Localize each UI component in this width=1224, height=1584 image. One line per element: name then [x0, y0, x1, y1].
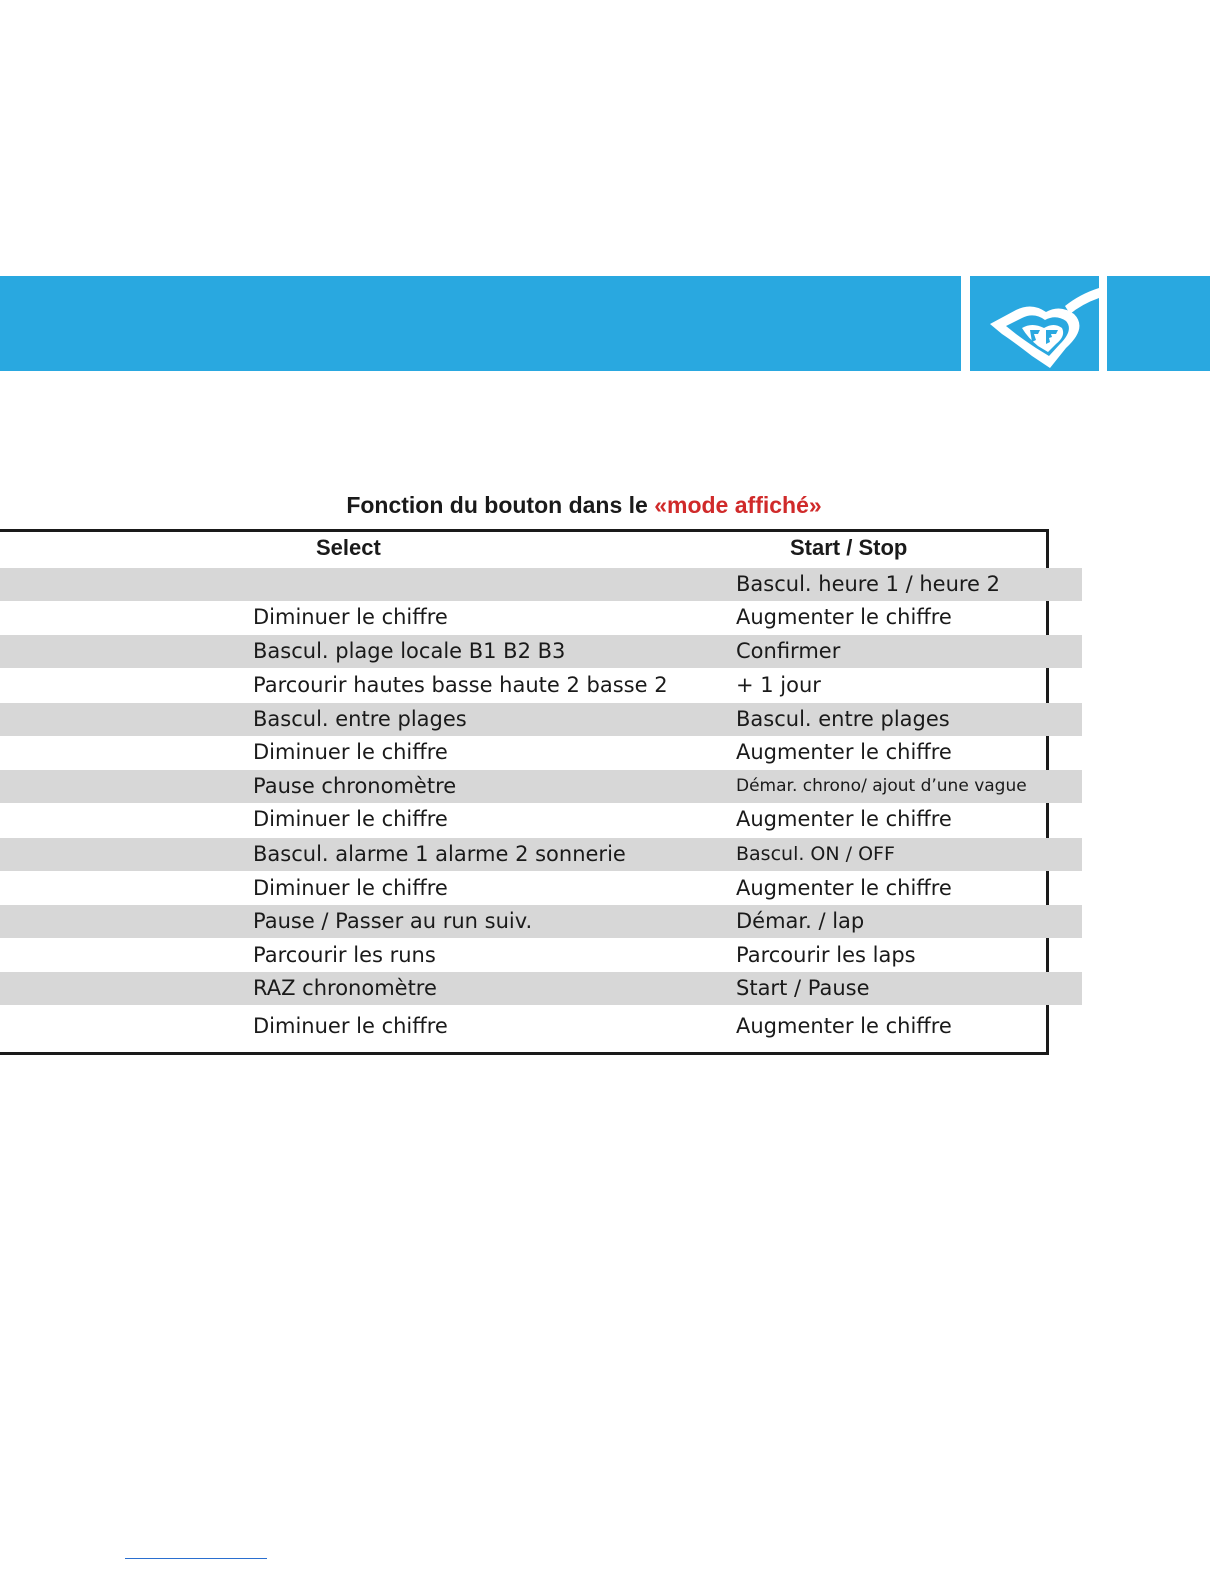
select-cell: Diminuer le chiffre [253, 807, 448, 831]
start-stop-cell: Augmenter le chiffre [736, 605, 952, 629]
table-title [0, 492, 1168, 519]
select-cell: Diminuer le chiffre [253, 876, 448, 900]
select-cell: Diminuer le chiffre [253, 740, 448, 764]
start-stop-cell: Bascul. heure 1 / heure 2 [736, 572, 1001, 596]
table-row [0, 838, 1082, 871]
footnote-rule [125, 1558, 267, 1559]
select-cell: Parcourir les runs [253, 943, 436, 967]
start-stop-cell: Augmenter le chiffre [736, 740, 952, 764]
table-row [0, 669, 1082, 702]
column-header-select: Select [316, 535, 381, 560]
logo-tile [970, 276, 1099, 371]
start-stop-cell: Augmenter le chiffre [736, 1014, 952, 1038]
table-row [0, 703, 1082, 736]
table-row [0, 568, 1082, 601]
header-band [0, 276, 961, 371]
start-stop-cell: Bascul. ON / OFF [736, 843, 895, 865]
table-row [0, 905, 1082, 938]
table-row [0, 872, 1082, 905]
start-stop-cell: Confirmer [736, 639, 841, 663]
select-cell: Pause / Passer au run suiv. [253, 909, 533, 933]
table-row [0, 736, 1082, 769]
start-stop-cell: Démar. / lap [736, 909, 865, 933]
select-cell: Pause chronomètre [253, 774, 457, 798]
start-stop-cell: Augmenter le chiffre [736, 876, 952, 900]
select-cell: Bascul. plage locale B1 B2 B3 [253, 639, 566, 663]
column-header-start-stop: Start / Stop [790, 535, 908, 560]
start-stop-cell: + 1 jour [736, 673, 821, 697]
start-stop-cell: Augmenter le chiffre [736, 807, 952, 831]
select-cell: Diminuer le chiffre [253, 1014, 448, 1038]
start-stop-cell: Parcourir les laps [736, 943, 916, 967]
header-band-right [1107, 276, 1210, 371]
table-row [0, 1010, 1082, 1043]
table-row [0, 972, 1082, 1005]
select-cell: Diminuer le chiffre [253, 605, 448, 629]
start-stop-cell: Bascul. entre plages [736, 707, 950, 731]
table-row [0, 601, 1082, 634]
table-row [0, 803, 1082, 836]
title-accent: «mode affiché» [654, 492, 822, 518]
start-stop-cell: Démar. chrono/ ajout d’une vague [736, 776, 1027, 796]
select-cell: Bascul. entre plages [253, 707, 467, 731]
table-row [0, 939, 1082, 972]
roxy-heart-logo-icon [970, 276, 1099, 371]
select-cell: RAZ chronomètre [253, 976, 437, 1000]
select-cell: Bascul. alarme 1 alarme 2 sonnerie [253, 842, 626, 866]
start-stop-cell: Start / Pause [736, 976, 870, 1000]
table-row [0, 635, 1082, 668]
title-prefix: Fonction du bouton dans le [346, 492, 655, 518]
table-row [0, 770, 1082, 803]
select-cell: Parcourir hautes basse haute 2 basse 2 [253, 673, 668, 697]
